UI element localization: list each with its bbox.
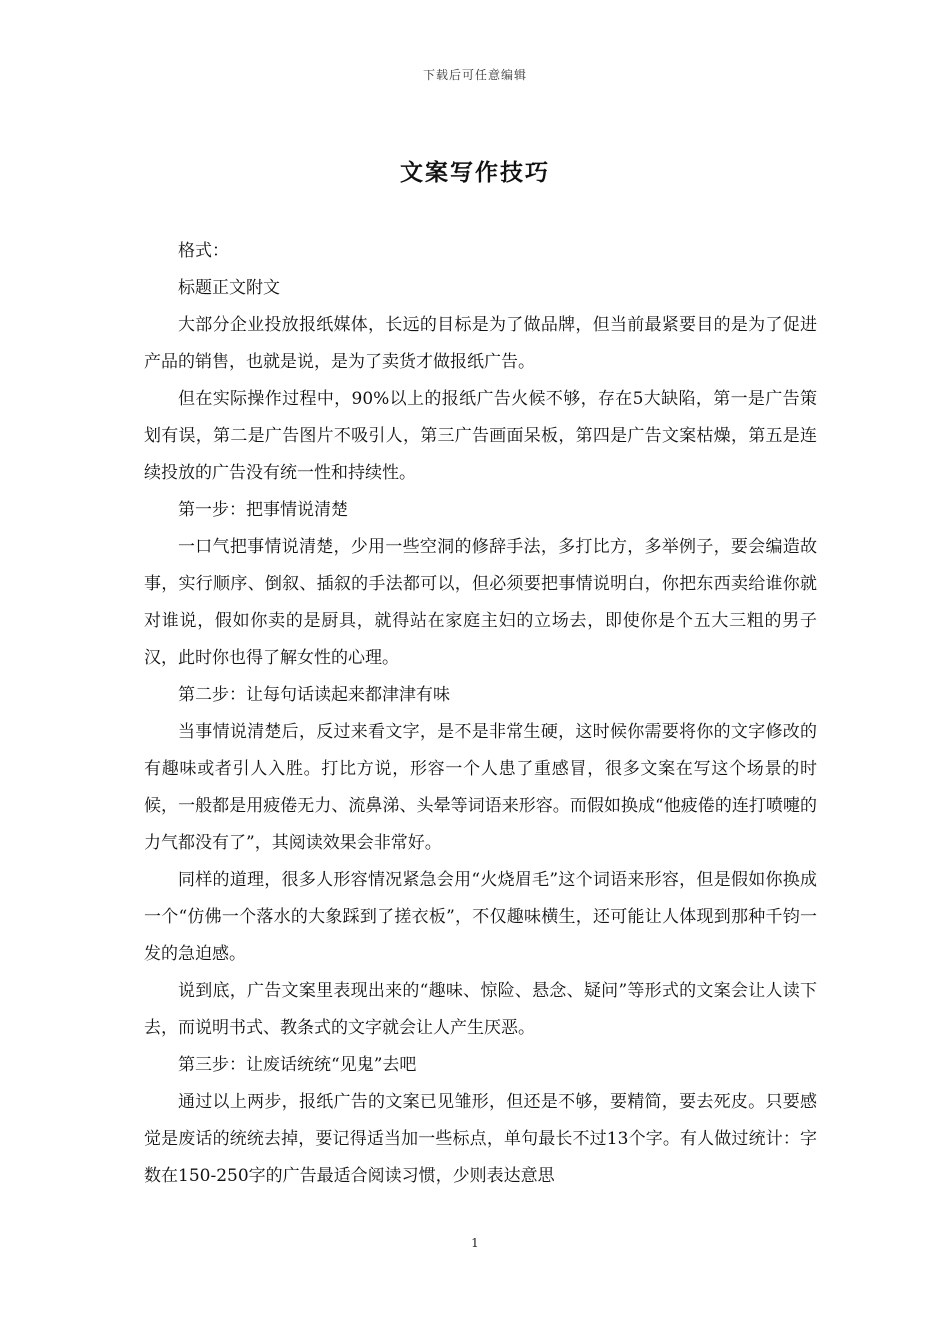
document-title: 文案写作技巧 (400, 159, 550, 186)
paragraph-step-two: 当事情说清楚后，反过来看文字，是不是非常生硬，这时候你需要将你的文字修改的有趣味或者引人入胜。打比方说，形容一个人患了重感冒，很多文案在写这个场景的时候，一般都是用疲倦无力、流鼻涕、头晕等词语来形容。而假如换成“他疲倦的连打喷嚏的力气都没有了”，其阅读效果会非常好。 (144, 722, 817, 853)
paragraph-step-three: 通过以上两步，报纸广告的文案已见雏形，但还是不够，要精简，要去死皮。只要感觉是废话的统统去掉，要记得适当加一些标点，单句最长不过13个字。有人做过统计：字数在150-250字的广告最适合阅读习惯，少则表达意思 (144, 1092, 817, 1186)
paragraph-step-two-example: 同样的道理，很多人形容情况紧急会用“火烧眉毛”这个词语来形容，但是假如你换成一个“仿佛一个落水的大象踩到了搓衣板”，不仅趣味横生，还可能让人体现到那种千钧一发的急迫感。 (144, 870, 817, 964)
page-number: 1 (471, 1236, 479, 1250)
paragraph-step-two-conclusion: 说到底，广告文案里表现出来的“趣味、惊险、悬念、疑问”等形式的文案会让人读下去，而说明书式、教条式的文字就会让人产生厌恶。 (144, 981, 817, 1038)
paragraph-defects: 但在实际操作过程中，90%以上的报纸广告火候不够，存在5大缺陷，第一是广告策划有误，第二是广告图片不吸引人，第三广告画面呆板，第四是广告文案枯燥，第五是连续投放的广告没有统一性和持续性。 (144, 389, 817, 483)
paragraph-format-label: 格式： (178, 241, 229, 261)
step-one-heading: 第一步：把事情说清楚 (178, 500, 348, 520)
paragraph-step-one: 一口气把事情说清楚，少用一些空洞的修辞手法，多打比方，多举例子，要会编造故事，实行顺序、倒叙、插叙的手法都可以，但必须要把事情说明白，你把东西卖给谁你就对谁说，假如你卖的是厨具，就得站在家庭主妇的立场去，即使你是个五大三粗的男子汉，此时你也得了解女性的心理。 (144, 537, 817, 668)
step-two-heading: 第二步：让每句话读起来都津津有味 (178, 685, 450, 705)
paragraph-format-structure: 标题正文附文 (178, 278, 280, 298)
page-header-note: 下载后可任意编辑 (422, 68, 527, 82)
paragraph-intro: 大部分企业投放报纸媒体，长远的目标是为了做品牌，但当前最紧要目的是为了促进产品的销售，也就是说，是为了卖货才做报纸广告。 (144, 315, 817, 372)
document-body (144, 233, 817, 1195)
step-three-heading: 第三步：让废话统统“见鬼”去吧 (178, 1055, 417, 1075)
